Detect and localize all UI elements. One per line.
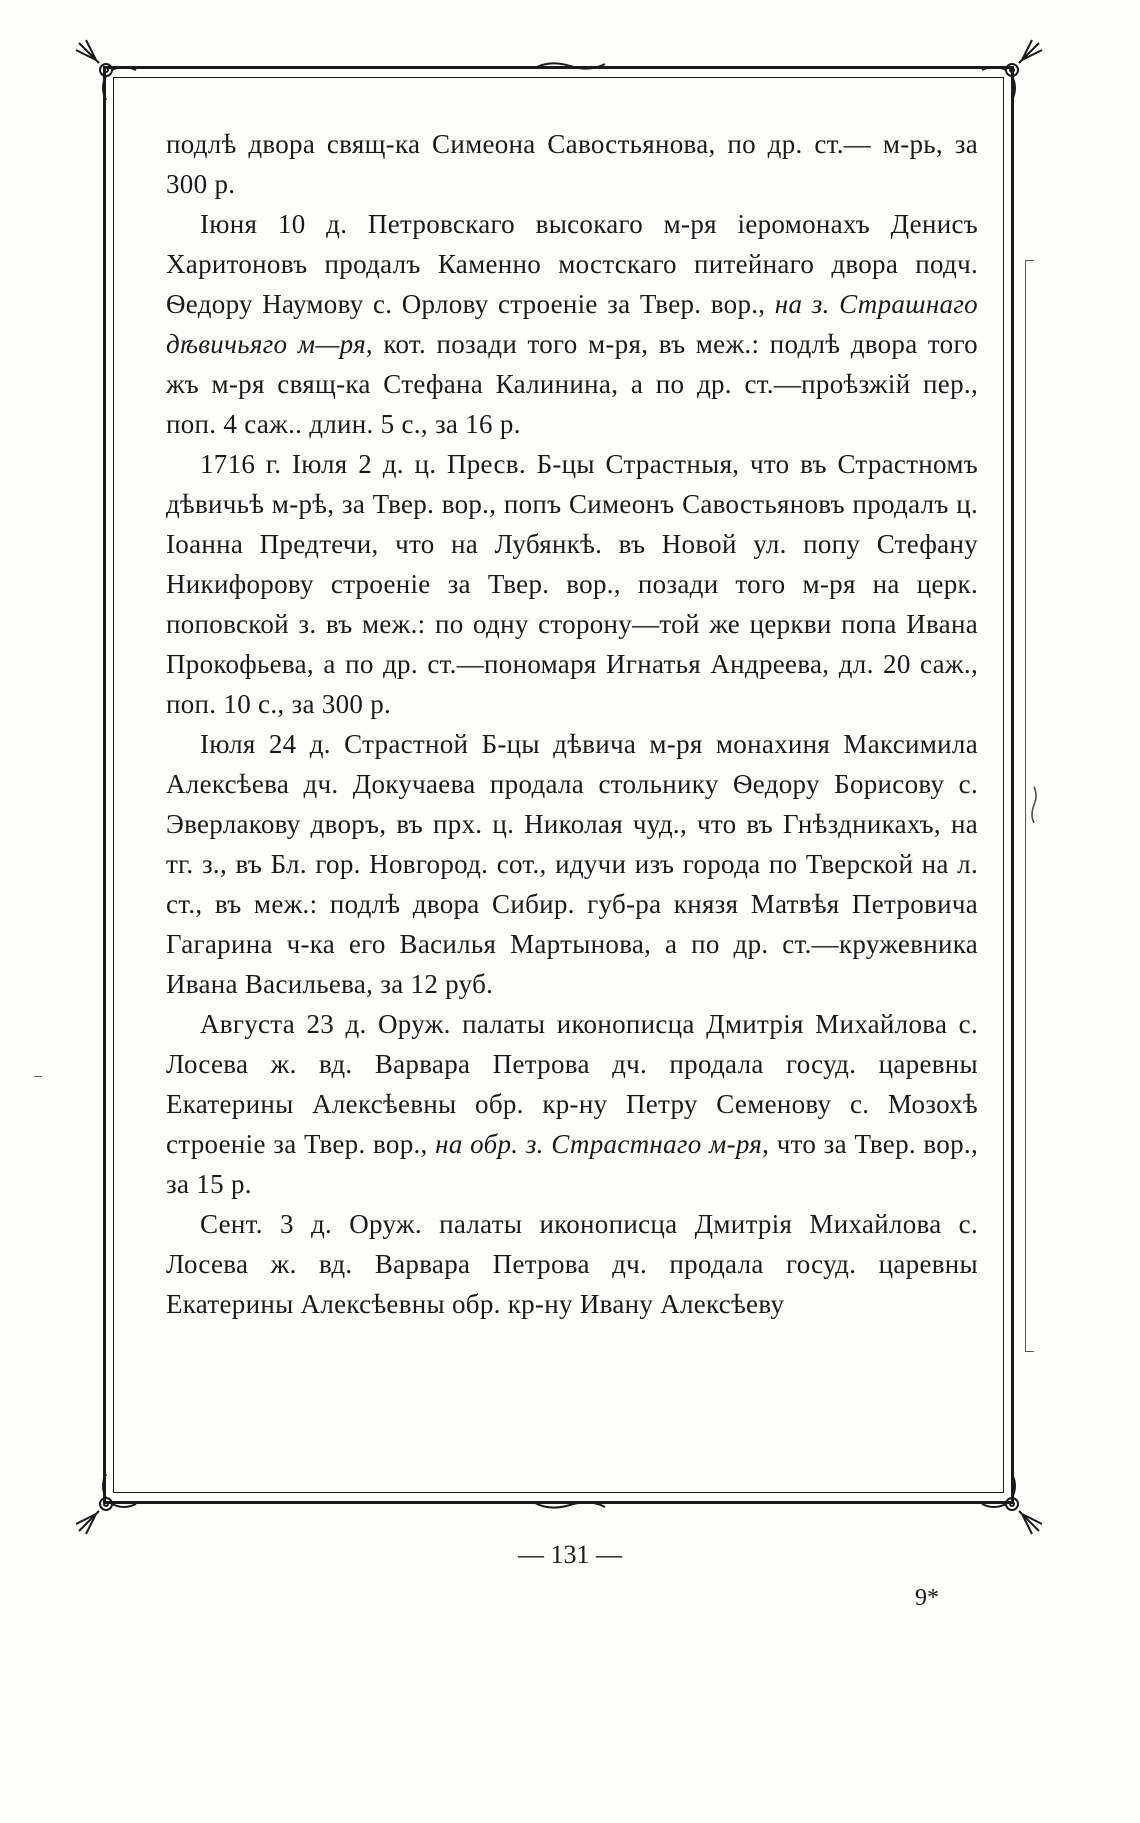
italic-phrase: на з. Страшнаго дѣвичьяго м—ря	[166, 289, 978, 359]
text-run: Сент. 3 д. Оруж. палаты иконописца Дмитрія Михайлова с. Лосева ж. вд. Варвара Петрова дч. продала госуд. царевны Екатерины Алексѣевны обр. кр-ну Ивану Алексѣеву	[166, 1209, 978, 1319]
margin-tick	[34, 1076, 42, 1077]
corner-ornament-icon	[974, 1466, 1044, 1536]
paragraph	[166, 1004, 978, 1204]
page-number: — 131 —	[518, 1540, 622, 1569]
signature-mark: 9*	[915, 1585, 939, 1611]
text-run: Августа 23 д. Оруж. палаты иконописца Дмитрія Михайлова с. Лосева ж. вд. Варвара Петрова дч. продала госуд. царевны Екатерины Алексѣевны обр. кр-ну Петру Семенову с. Мозохѣ строеніе за Твер. вор.,	[166, 1009, 978, 1159]
text-run: , что за Твер. вор., за 15 р.	[166, 1129, 978, 1199]
paragraph	[166, 724, 978, 1004]
paragraph	[166, 204, 978, 444]
bottom-flourish-icon	[530, 1497, 610, 1513]
corner-ornament-icon	[74, 1466, 144, 1536]
page-body-text	[166, 124, 978, 1324]
text-run: подлѣ двора свящ-ка Симеона Савостьянова, по др. ст.— м-рь, за 300 р.	[166, 129, 978, 199]
corner-ornament-icon	[74, 38, 144, 108]
paragraph	[166, 1204, 978, 1324]
margin-flourish-icon	[1029, 785, 1039, 825]
top-flourish-icon	[530, 58, 610, 74]
text-run: Іюня 10 д. Петровскаго высокаго м-ря іеромонахъ Денисъ Харитоновъ продалъ Каменно мостскаго питейнаго двора подч. Ѳедору Наумову с. Орлову строеніе за Твер. вор.,	[166, 209, 978, 319]
paragraph	[166, 444, 978, 724]
corner-ornament-icon	[974, 38, 1044, 108]
text-run: Іюля 24 д. Страстной Б-цы дѣвича м-ря монахиня Максимила Алексѣева дч. Докучаева продала стольнику Ѳедору Борисову с. Эверлакову дворъ, въ прх. ц. Николая чуд., что въ Гнѣздникахъ, на тг. з., въ Бл. гор. Новгород. сот., идучи изъ города по Тверской на л. ст., въ меж.: подлѣ двора Сибир. губ-ра князя Матвѣя Петровича Гагарина ч-ка его Василья Мартынова, а по др. ст.—кружевника Ивана Васильева, за 12 руб.	[166, 729, 978, 999]
italic-phrase: на обр. з. Страстнаго м-ря	[435, 1129, 763, 1159]
paragraph	[166, 124, 978, 204]
text-run: , кот. позади того м-ря, въ меж.: подлѣ двора того жъ м-ря свящ-ка Стефана Калинина, а по др. ст.—проѣзжій пер., поп. 4 саж.. длин. 5 с., за 16 р.	[166, 329, 978, 439]
text-run: 1716 г. Іюля 2 д. ц. Пресв. Б-цы Страстныя, что въ Страстномъ дѣвичьѣ м-рѣ, за Твер. вор., попъ Симеонъ Савостьяновъ продалъ ц. Іоанна Предтечи, что на Лубянкѣ. въ Новой ул. попу Стефану Никифорову строеніе за Твер. вор., позади того м-ря на церк. поповской з. въ меж.: по одну сторону—той же церкви попа Ивана Прокофьева, а по др. ст.—пономаря Игнатья Андреева, дл. 20 саж., поп. 10 с., за 300 р.	[166, 449, 978, 719]
